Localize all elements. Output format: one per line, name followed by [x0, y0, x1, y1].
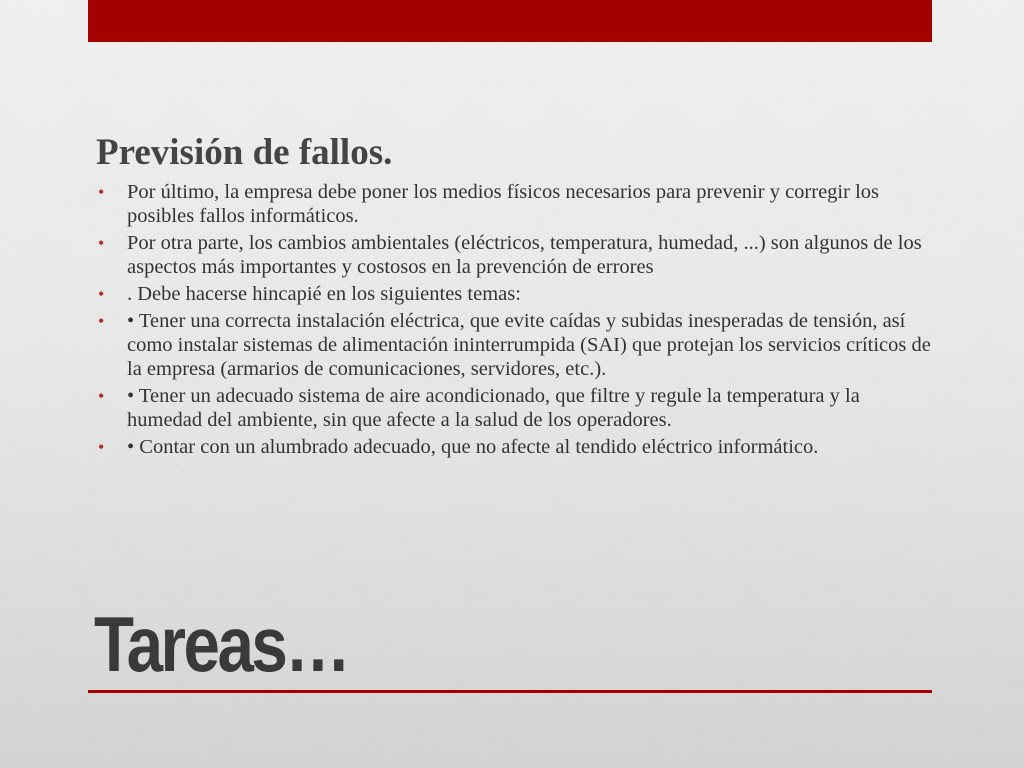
bullet-text: • Tener un adecuado sistema de aire acondicionado, que filtre y regule la temperatura y la humedad del ambiente, sin que afecte a la salud de los operadores.: [127, 385, 860, 431]
bullet-text: Por otra parte, los cambios ambientales (eléctricos, temperatura, humedad, ...) son algunos de los aspectos más importantes y costosos en la prevención de errores: [127, 232, 922, 278]
slide-content: [96, 132, 932, 462]
bullet-text: • Contar con un alumbrado adecuado, que no afecte al tendido eléctrico informático.: [127, 436, 819, 458]
bullet-marker: •: [98, 233, 105, 253]
bullet-marker: •: [98, 284, 105, 304]
bullet-item: [96, 231, 932, 279]
bullet-list: [96, 180, 932, 459]
bullet-item: [96, 384, 932, 432]
bullet-text: • Tener una correcta instalación eléctrica, que evite caídas y subidas inesperadas de tensión, así como instalar sistemas de alimentación ininterrumpida (SAI) que protejan los servicios críticos de la empresa (armarios de comunicaciones, servidores, etc.).: [127, 310, 931, 380]
slide-title: Tareas…: [94, 600, 349, 688]
bullet-item: [96, 435, 932, 459]
bullet-item: [96, 309, 932, 381]
bottom-divider: [88, 690, 932, 693]
bullet-item: [96, 282, 932, 306]
bullet-marker: •: [98, 386, 105, 406]
bullet-marker: •: [98, 311, 105, 331]
bullet-marker: •: [98, 437, 105, 457]
bullet-item: [96, 180, 932, 228]
slide-subtitle: Previsión de fallos.: [96, 132, 393, 173]
bullet-marker: •: [98, 182, 105, 202]
bullet-text: Por último, la empresa debe poner los medios físicos necesarios para prevenir y corregir los posibles fallos informáticos.: [127, 181, 880, 227]
top-accent-bar: [88, 0, 932, 42]
bullet-text: . Debe hacerse hincapié en los siguientes temas:: [127, 283, 521, 305]
